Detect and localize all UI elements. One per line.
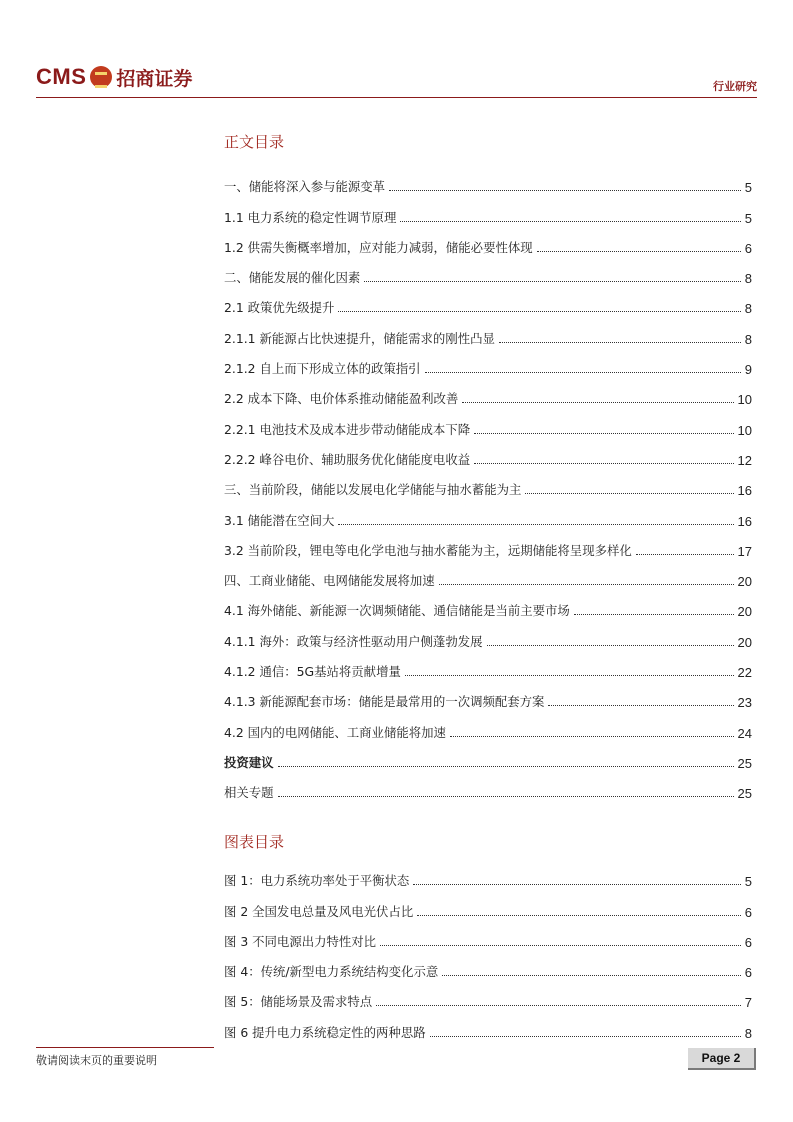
toc-entry-page: 12 bbox=[737, 452, 752, 468]
toc-leader-dots bbox=[474, 433, 733, 434]
toc-entry-text: 2.1 政策优先级提升 bbox=[224, 300, 335, 316]
toc-leader-dots bbox=[474, 463, 733, 464]
toc-entry-text: 四、工商业储能、电网储能发展将加速 bbox=[224, 573, 435, 589]
toc-title: 正文目录 bbox=[224, 133, 285, 151]
toc-entry-page: 5 bbox=[744, 180, 752, 196]
toc-entry[interactable] bbox=[224, 980, 752, 1010]
toc-entry-text: 4.1 海外储能、新能源一次调频储能、通信储能是当前主要市场 bbox=[224, 603, 570, 619]
toc-entry[interactable] bbox=[224, 256, 752, 286]
toc-entry-page: 25 bbox=[737, 786, 752, 802]
toc-entry[interactable] bbox=[224, 195, 752, 225]
toc-entry[interactable] bbox=[224, 286, 752, 316]
toc-entry-page: 16 bbox=[737, 513, 752, 529]
toc-entry[interactable] bbox=[224, 650, 752, 680]
logo-chinese-text: 招商证券 bbox=[116, 67, 193, 90]
toc-entry[interactable] bbox=[224, 407, 752, 437]
toc-entry-text: 一、储能将深入参与能源变革 bbox=[224, 179, 386, 195]
toc-leader-dots bbox=[636, 554, 734, 555]
toc-entry[interactable] bbox=[224, 950, 752, 980]
toc-entry-text: 2.2 成本下降、电价体系推动储能盈利改善 bbox=[224, 391, 459, 407]
toc-leader-dots bbox=[405, 675, 734, 676]
page-header bbox=[36, 58, 757, 98]
toc-entry-text: 4.1.1 海外：政策与经济性驱动用户侧蓬勃发展 bbox=[224, 633, 483, 649]
toc-entry[interactable] bbox=[224, 468, 752, 498]
footer-divider bbox=[36, 1047, 214, 1048]
toc-leader-dots bbox=[439, 584, 734, 585]
toc-entry[interactable] bbox=[224, 859, 752, 889]
toc-entry-text: 图 4：传统/新型电力系统结构变化示意 bbox=[224, 964, 439, 980]
toc-entry[interactable] bbox=[224, 680, 752, 710]
toc-entry-text: 4.1.2 通信：5G基站将贡献增量 bbox=[224, 664, 401, 680]
toc-entry-text: 三、当前阶段，储能以发展电化学储能与抽水蓄能为主 bbox=[224, 482, 522, 498]
toc-entry-page: 20 bbox=[737, 604, 752, 620]
toc-leader-dots bbox=[364, 281, 740, 282]
toc-entry-page: 6 bbox=[744, 240, 752, 256]
toc-entry-page: 17 bbox=[737, 543, 752, 559]
toc-entry[interactable] bbox=[224, 498, 752, 528]
toc-leader-dots bbox=[380, 945, 741, 946]
toc-entry-page: 5 bbox=[744, 874, 752, 890]
toc-leader-dots bbox=[389, 190, 741, 191]
toc-entry[interactable] bbox=[224, 529, 752, 559]
toc-entry-page: 20 bbox=[737, 574, 752, 590]
toc-entry[interactable] bbox=[224, 771, 752, 801]
toc-entry-text: 图 1：电力系统功率处于平衡状态 bbox=[224, 873, 410, 889]
toc-entry-text: 4.1.3 新能源配套市场：储能是最常用的一次调频配套方案 bbox=[224, 694, 545, 710]
toc-entry[interactable] bbox=[224, 559, 752, 589]
toc-entry-text: 图 6 提升电力系统稳定性的两种思路 bbox=[224, 1024, 426, 1040]
logo-emblem-icon bbox=[90, 66, 112, 88]
toc-leader-dots bbox=[487, 645, 734, 646]
figures-list bbox=[224, 859, 752, 1041]
logo-latin-text: CMS bbox=[36, 64, 87, 89]
toc-entry-page: 24 bbox=[737, 725, 752, 741]
toc-entry-text: 相关专题 bbox=[224, 785, 274, 801]
toc-entry-page: 23 bbox=[737, 695, 752, 711]
toc-entry-page: 22 bbox=[737, 665, 752, 681]
toc-entry[interactable] bbox=[224, 920, 752, 950]
toc-leader-dots bbox=[499, 342, 741, 343]
toc-leader-dots bbox=[574, 614, 734, 615]
toc-entry[interactable] bbox=[224, 710, 752, 740]
toc-entry[interactable] bbox=[224, 619, 752, 649]
toc-entry-text: 2.2.2 峰谷电价、辅助服务优化储能度电收益 bbox=[224, 451, 471, 467]
toc-leader-dots bbox=[376, 1005, 741, 1006]
toc-entry[interactable] bbox=[224, 377, 752, 407]
toc-entry-text: 图 3 不同电源出力特性对比 bbox=[224, 933, 377, 949]
toc-leader-dots bbox=[525, 493, 733, 494]
report-type-label: 行业研究 bbox=[713, 80, 757, 93]
toc-entry-page: 6 bbox=[744, 934, 752, 950]
toc-entry-page: 10 bbox=[737, 392, 752, 408]
toc-leader-dots bbox=[400, 221, 740, 222]
toc-entry-text: 1.1 电力系统的稳定性调节原理 bbox=[224, 209, 397, 225]
toc-entry[interactable] bbox=[224, 589, 752, 619]
toc-leader-dots bbox=[537, 251, 741, 252]
toc-leader-dots bbox=[278, 766, 734, 767]
toc-entry-text: 二、储能发展的催化因素 bbox=[224, 270, 361, 286]
toc-entry-text: 4.2 国内的电网储能、工商业储能将加速 bbox=[224, 724, 446, 740]
toc-leader-dots bbox=[417, 915, 741, 916]
toc-entry[interactable] bbox=[224, 438, 752, 468]
toc-entry-text: 2.1.1 新能源占比快速提升，储能需求的刚性凸显 bbox=[224, 330, 495, 346]
toc-entry-page: 16 bbox=[737, 483, 752, 499]
toc-entry-text: 3.2 当前阶段，锂电等电化学电池与抽水蓄能为主，远期储能将呈现多样化 bbox=[224, 542, 632, 558]
footer-disclaimer: 敬请阅读末页的重要说明 bbox=[36, 1054, 157, 1067]
toc-leader-dots bbox=[450, 736, 734, 737]
toc-leader-dots bbox=[338, 311, 740, 312]
toc-leader-dots bbox=[338, 524, 733, 525]
header-divider bbox=[36, 97, 757, 98]
toc-leader-dots bbox=[548, 705, 733, 706]
toc-entry-page: 25 bbox=[737, 755, 752, 771]
cms-logo bbox=[36, 62, 192, 92]
toc-entry[interactable] bbox=[224, 347, 752, 377]
toc-entry-page: 20 bbox=[737, 634, 752, 650]
toc-leader-dots bbox=[413, 884, 740, 885]
toc-leader-dots bbox=[425, 372, 741, 373]
toc-entry-text: 1.2 供需失衡概率增加，应对能力减弱，储能必要性体现 bbox=[224, 239, 533, 255]
toc-entry[interactable] bbox=[224, 741, 752, 771]
toc-entry-page: 9 bbox=[744, 362, 752, 378]
toc-entry[interactable] bbox=[224, 226, 752, 256]
toc-entry-page: 8 bbox=[744, 1025, 752, 1041]
toc-entry-text: 投资建议 bbox=[224, 754, 274, 770]
toc-entry[interactable] bbox=[224, 316, 752, 346]
toc-entry[interactable] bbox=[224, 1010, 752, 1040]
toc-leader-dots bbox=[442, 975, 741, 976]
toc-entry-page: 8 bbox=[744, 331, 752, 347]
toc-entry-page: 6 bbox=[744, 904, 752, 920]
toc-entry[interactable] bbox=[224, 889, 752, 919]
toc-entry-page: 7 bbox=[744, 995, 752, 1011]
toc-entry-page: 8 bbox=[744, 301, 752, 317]
figures-title: 图表目录 bbox=[224, 833, 285, 851]
toc-entry-text: 图 2 全国发电总量及风电光伏占比 bbox=[224, 903, 414, 919]
toc-entry-text: 2.2.1 电池技术及成本进步带动储能成本下降 bbox=[224, 421, 471, 437]
toc-entry-page: 10 bbox=[737, 422, 752, 438]
page-number-badge: Page 2 bbox=[688, 1048, 756, 1070]
toc-leader-dots bbox=[430, 1036, 741, 1037]
toc-entry-text: 图 5：储能场景及需求特点 bbox=[224, 994, 373, 1010]
toc-list bbox=[224, 165, 752, 801]
toc-entry-page: 6 bbox=[744, 965, 752, 981]
toc-entry[interactable] bbox=[224, 165, 752, 195]
toc-entry-text: 3.1 储能潜在空间大 bbox=[224, 512, 335, 528]
toc-leader-dots bbox=[278, 796, 734, 797]
toc-entry-text: 2.1.2 自上而下形成立体的政策指引 bbox=[224, 361, 421, 377]
toc-leader-dots bbox=[462, 402, 733, 403]
toc-entry-page: 5 bbox=[744, 210, 752, 226]
toc-entry-page: 8 bbox=[744, 271, 752, 287]
